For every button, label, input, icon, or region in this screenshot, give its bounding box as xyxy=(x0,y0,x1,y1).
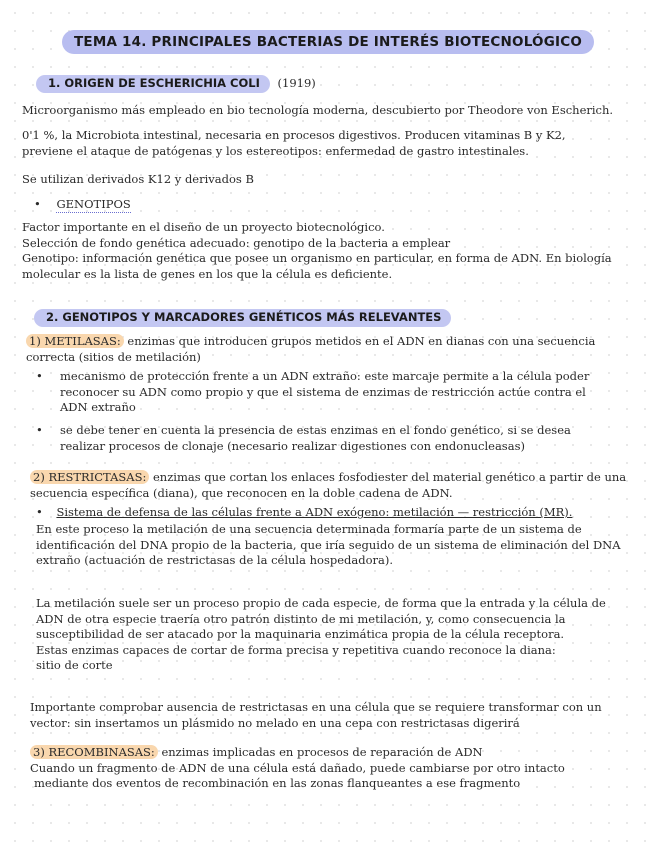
restrictasas-def: enzimas que cortan los enlaces fosfodiester del material genético a partir de una xyxy=(149,470,627,484)
restrictasas-line-2: secuencia específica (diana), que reconocen en la doble cadena de ADN. xyxy=(30,485,453,500)
metilacion-line-5: sitio de corte xyxy=(36,658,113,672)
metilasas-line-2: correcta (sitios de metilación) xyxy=(26,349,201,364)
section-2-header xyxy=(34,309,451,327)
genotipos-subheading xyxy=(34,197,131,213)
microbiota-paragraph xyxy=(22,128,634,159)
page-title: TEMA 14. PRINCIPALES BACTERIAS DE INTERÉS BIOTECNOLÓGICO xyxy=(62,30,594,54)
intro-line: Microorganismo más empleado en bio tecnología moderna, descubierto por Theodore von Escherich. xyxy=(22,103,614,117)
restrictasas-process-paragraph xyxy=(36,522,648,569)
metilacion-line-4: Estas enzimas capaces de cortar de forma precisa y repetitiva cuando reconoce la diana: xyxy=(36,642,556,657)
restrictasas-bullet xyxy=(36,505,572,521)
restrictasas-line-1 xyxy=(30,470,642,486)
metilasas-paragraph xyxy=(26,334,638,365)
genotipos-line-4: molecular es la lista de genes en los que la célula es deficiente. xyxy=(22,266,393,281)
recombinasas-term: 3) RECOMBINASAS: xyxy=(30,745,158,759)
genotipos-line-2: Selección de fondo genética adecuado: genotipo de la bacteria a emplear xyxy=(22,235,451,250)
metilasas-term: 1) METILASAS: xyxy=(26,334,124,348)
derivados-line: Se utilizan derivados K12 y derivados B xyxy=(22,172,254,186)
importante-line-2: vector: sin insertamos un plásmido no melado en una cepa con restrictasas digerirá xyxy=(30,715,520,730)
metilacion-line-2: ADN de otra especie traería otro patrón distinto de mi metilación, y, como consecuencia la xyxy=(36,611,566,626)
section-1-header xyxy=(36,75,316,93)
importante-line-1: Importante comprobar ausencia de restrictasas en una célula que se requiere transformar con un xyxy=(30,700,602,714)
genotipos-label: GENOTIPOS xyxy=(56,197,131,211)
metilasas-bullet-1-text xyxy=(60,369,589,416)
metilasas-bullet-2-text xyxy=(60,423,571,454)
genotipos-line-3: Genotipo: información genética que posee un organismo en particular, en forma de ADN. En biología xyxy=(22,251,612,265)
metilacion-paragraph xyxy=(36,596,648,674)
process-line-1: En este proceso la metilación de una secuencia determinada formaría parte de un sistema de xyxy=(36,522,582,536)
section-1-year: (1919) xyxy=(277,76,316,90)
process-line-2: identificación del DNA propio de la bacteria, que iría seguido de un sistema de eliminación del DNA xyxy=(36,537,621,552)
bullet-dot: • xyxy=(36,369,43,383)
recombinasas-line-1 xyxy=(30,745,642,761)
process-line-3: extraño (actuación de restrictasas de la célula hospedadora). xyxy=(36,553,394,567)
importante-paragraph xyxy=(30,700,642,731)
recombinasas-def: enzimas implicadas en procesos de reparación de ADN xyxy=(157,745,483,759)
restrictasas-term: 2) RESTRICTASAS: xyxy=(30,470,149,484)
recombinasas-paragraph xyxy=(30,745,642,792)
metilasas-b1-line-1: mecanismo de protección frente a un ADN extraño: este marcaje permite a la célula poder xyxy=(60,369,590,383)
bullet-dot: • xyxy=(34,197,41,211)
intro-paragraph xyxy=(22,103,634,119)
metilasas-b1-line-2: reconocer su ADN como propio y que el sistema de enzimas de restricción actúe contra el xyxy=(60,384,586,399)
metilasas-line-1 xyxy=(26,334,638,350)
metilasas-def: enzimas que introducen grupos metidos en el ADN en dianas con una secuencia xyxy=(123,334,596,348)
derivados-paragraph xyxy=(22,172,634,188)
genotipos-line-1: Factor importante en el diseño de un proyecto biotecnológico. xyxy=(22,220,385,234)
metilasas-b2-line-1: se debe tener en cuenta la presencia de estas enzimas en el fondo genético, si se desea xyxy=(60,423,571,437)
bullet-dot: • xyxy=(36,505,43,519)
section-2-heading: 2. GENOTIPOS Y MARCADORES GENÉTICOS MÁS RELEVANTES xyxy=(34,309,451,327)
restrictasas-bullet-text: Sistema de defensa de las células frente a ADN exógeno: metilación — restricción (MR). xyxy=(56,505,573,519)
genotipos-paragraph xyxy=(22,220,634,282)
title-container xyxy=(0,30,656,54)
metilacion-line-1: La metilación suele ser un proceso propio de cada especie, de forma que la entrada y la célula de xyxy=(36,596,606,610)
bullet-dot: • xyxy=(36,423,43,437)
microbiota-line-1: 0'1 %, la Microbiota intestinal, necesaria en procesos digestivos. Producen vitaminas B y K2, xyxy=(22,128,566,142)
recombinasas-line-3: mediante dos eventos de recombinación en las zonas flanqueantes a ese fragmento xyxy=(34,776,521,790)
microbiota-line-2: previene el ataque de patógenas y los estereotipos: enfermedad de gastro intestinales. xyxy=(22,143,529,158)
section-1-heading: 1. ORIGEN DE ESCHERICHIA COLI xyxy=(36,75,270,93)
restrictasas-paragraph xyxy=(30,470,642,501)
metilasas-b2-line-2: realizar procesos de clonaje (necesario realizar digestiones con endonucleasas) xyxy=(60,438,525,453)
recombinasas-line-2: Cuando un fragmento de ADN de una célula está dañado, puede cambiarse por otro intacto xyxy=(30,760,565,775)
metilasas-b1-line-3: ADN extraño xyxy=(60,400,136,414)
metilacion-line-3: susceptibilidad de ser atacado por la maquinaria enzimática propia de la célula receptora. xyxy=(36,627,565,641)
